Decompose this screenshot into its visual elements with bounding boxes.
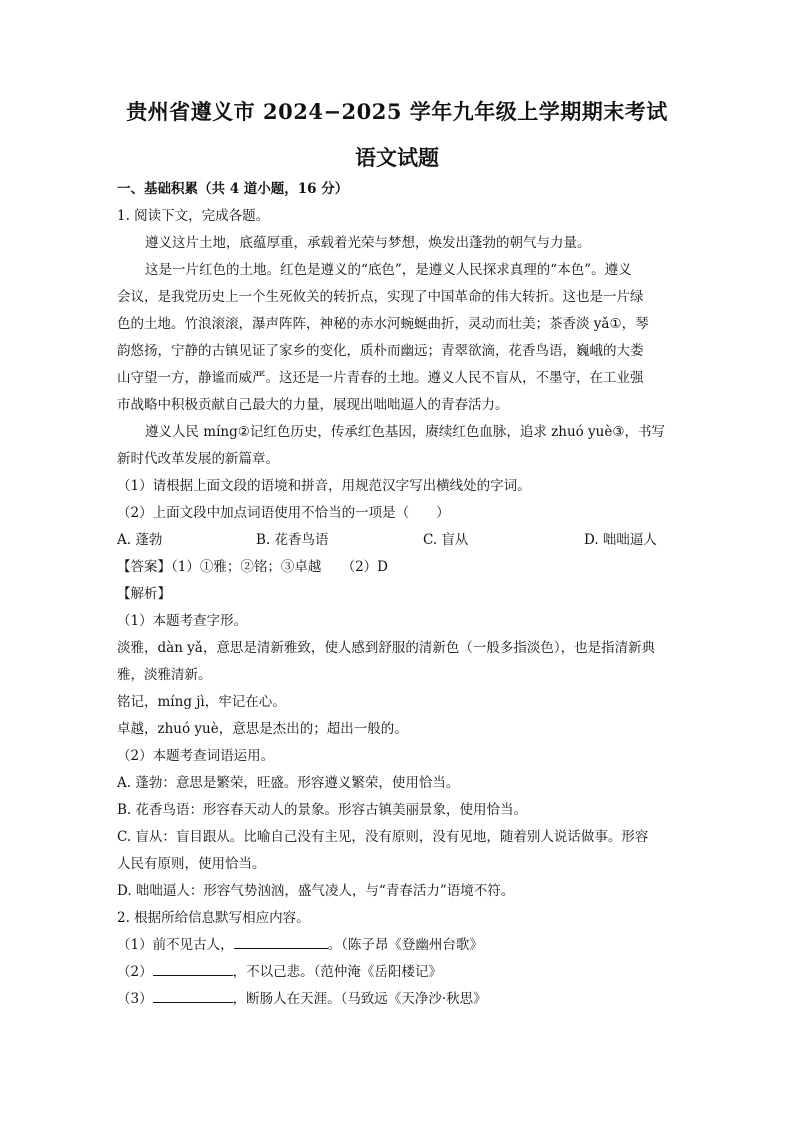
recitation-suffix: ，不以己悲。（范仲淹《岳阳楼记》 <box>232 964 442 980</box>
passage-paragraph-3-line: 新时代改革发展的新篇章。 <box>117 451 279 467</box>
passage-paragraph-1: 遵义这片土地，底蕴厚重，承载着光荣与梦想，焕发出蓬勃的朝气与力量。 <box>145 235 591 251</box>
analysis-line: C. 盲从：盲目跟从。比喻自己没有主见，没有原则，没有见地，随着别人说话做事。形容 <box>117 829 649 845</box>
question-1-subquestion-2: （2）上面文段中加点词语使用不恰当的一项是（ ） <box>117 505 450 521</box>
exam-title: 贵州省遵义市 2024−2025 学年九年级上学期期末考试 <box>126 99 668 124</box>
recitation-suffix: ，断肠人在天涯。（马致远《天净沙·秋思》 <box>232 991 487 1007</box>
question-1-stem: 1. 阅读下文，完成各题。 <box>117 208 270 224</box>
answer-line: 【答案】（1）①雅；②铭；③卓越 （2）D <box>117 559 389 575</box>
option-d: D. 咄咄逼人 <box>584 532 657 548</box>
passage-paragraph-2-line: 这是一片红色的土地。红色是遵义的“底色”，是遵义人民探求真理的“本色”。遵义 <box>145 262 632 278</box>
analysis-line: （2）本题考查词语运用。 <box>117 748 275 764</box>
question-2-stem: 2. 根据所给信息默写相应内容。 <box>117 910 310 926</box>
analysis-line: （1）本题考查字形。 <box>117 613 248 629</box>
analysis-line: 淡雅，dàn yǎ，意思是清新雅致，使人感到舒服的清新色（一般多指淡色），也是指清新典 <box>117 640 656 656</box>
analysis-line: B. 花香鸟语：形容春天动人的景象。形容古镇美丽景象，使用恰当。 <box>117 802 528 818</box>
fill-in-blank <box>234 934 328 949</box>
section-heading: 一、基础积累（共 4 道小题，16 分） <box>117 181 349 197</box>
analysis-line: 铭记，míng jì，牢记在心。 <box>117 694 286 710</box>
analysis-line: 人民有原则，使用恰当。 <box>117 856 266 872</box>
exam-body <box>117 176 677 1013</box>
passage-paragraph-2-line: 色的土地。竹浪滚滚，瀑声阵阵，神秘的赤水河蜿蜒曲折，灵动而壮美；茶香淡 yǎ①，琴 <box>117 316 649 332</box>
recitation-item-2 <box>117 959 677 986</box>
analysis-line: 雅，淡雅清新。 <box>117 667 212 683</box>
passage-paragraph-2-line: 市战略中积极贡献自己最大的力量，展现出咄咄逼人的青春活力。 <box>117 397 509 413</box>
recitation-prefix: （2） <box>117 964 153 980</box>
analysis-line: A. 蓬勃：意思是繁荣，旺盛。形容遵义繁荣，使用恰当。 <box>117 775 460 791</box>
analysis-line: D. 咄咄逼人：形容气势汹汹，盛气凌人，与“青春活力”语境不符。 <box>117 883 515 899</box>
passage-paragraph-2-line: 山守望一方，静谧而威严。这还是一片青春的土地。遵义人民不盲从，不墨守，在工业强 <box>117 370 644 386</box>
recitation-item-1 <box>117 932 677 959</box>
fill-in-blank <box>153 961 233 976</box>
option-a: A. 蓬勃 <box>117 532 163 548</box>
fill-in-blank <box>153 988 233 1003</box>
exam-subtitle: 语文试题 <box>355 145 439 170</box>
option-c: C. 盲从 <box>423 532 469 548</box>
passage-paragraph-3-line: 遵义人民 míng②记红色历史，传承红色基因，赓续红色血脉，追求 zhuó yuè③，书写 <box>145 424 665 440</box>
question-1-subquestion-1: （1）请根据上面文段的语境和拼音，用规范汉字写出横线处的字词。 <box>117 478 531 494</box>
recitation-suffix: 。（陈子昂《登幽州台歌》 <box>327 937 483 953</box>
answer-options <box>117 527 677 554</box>
analysis-line: 卓越，zhuó yuè，意思是杰出的；超出一般的。 <box>117 721 408 737</box>
recitation-prefix: （3） <box>117 991 153 1007</box>
passage-paragraph-2-line: 韵悠扬，宁静的古镇见证了家乡的变化，质朴而幽远；青翠欲滴，花香鸟语，巍峨的大娄 <box>117 343 644 359</box>
analysis-heading: 【解析】 <box>117 586 171 602</box>
recitation-prefix: （1）前不见古人， <box>117 937 234 953</box>
option-b: B. 花香鸟语 <box>256 532 329 548</box>
passage-paragraph-2-line: 会议，是我党历史上一个生死攸关的转折点，实现了中国革命的伟大转折。这也是一片绿 <box>117 289 644 305</box>
recitation-item-3 <box>117 986 677 1013</box>
